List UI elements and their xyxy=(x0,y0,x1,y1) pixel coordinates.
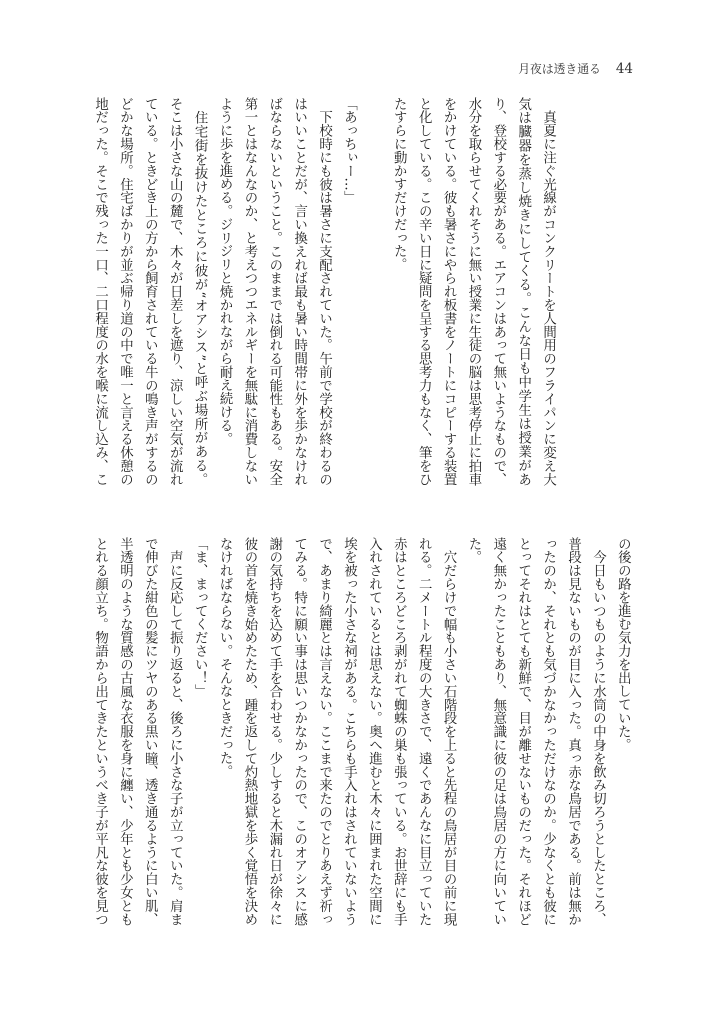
upper-tier-text xyxy=(87,97,560,486)
text-column: と化している。この辛い日に疑問を呈する思考力もなく、筆をひ xyxy=(416,97,432,486)
text-column: 遠く無かったこともあり、無意識に彼の足は鳥居の方に向いてい xyxy=(490,537,506,926)
text-column: そこは小さな山の麓で、木々が日差しを遮り、涼しい空気が流れ xyxy=(167,97,183,486)
text-column: 埃を被った小さな祠がある。こちらも手入れはされていないよう xyxy=(341,537,357,926)
text-column: で伸びた紺色の髪にツヤのある黒い瞳、透き通るように白い肌、 xyxy=(142,537,158,926)
lower-tier-text xyxy=(87,537,635,926)
text-column: り、登校する必要がある。エアコンはあって無いようなもので、 xyxy=(490,97,506,486)
text-column: 入れされているとは思えない。奥へ進むと木々に囲まれた空間に xyxy=(366,537,382,926)
text-column: 彼の首を焼き始めたため、踵を返して灼熱地獄を歩く覚悟を決め xyxy=(241,537,257,926)
text-column: で、あまり綺麗とは言えない。ここまで来たのでとりあえず祈っ xyxy=(316,537,332,926)
text-column: 下校時にも彼は暑さに支配されていた。午前で学校が終わるの xyxy=(316,97,332,486)
text-column: 半透明のような質感の古風な衣服を身に纏い、少年とも少女とも xyxy=(117,537,133,926)
text-column: 水分を取らせてくれそうに無い授業に生徒の脳は思考停止に拍車 xyxy=(465,97,481,486)
text-column: ばならないということ。このままでは倒れる可能性もある。安全 xyxy=(266,97,282,486)
dialogue-column: 「あっちぃー…」 xyxy=(341,97,357,205)
text-column: てみる。特に願い事は思いつかなかったので、このオアシスに感 xyxy=(291,537,307,926)
text-column: をかけている。彼も暑さにやられ板書をノートにコピーする装置 xyxy=(441,97,457,486)
text-column: 謝の気持ちを込めて手を合わせる。少しすると木漏れ日が徐々に xyxy=(266,537,282,926)
text-column: 声に反応して振り返ると、後ろに小さな子が立っていた。肩ま xyxy=(167,537,183,926)
dialogue-column: 「ま、まってください！」 xyxy=(192,537,208,698)
text-column: た。 xyxy=(465,537,481,564)
text-column: どかな場所。住宅ばかりが並ぶ帰り道の中で唯一と言える休憩の xyxy=(117,97,133,486)
running-header xyxy=(518,60,633,78)
text-column: 今日もいつものように水筒の中身を飲み切ろうとしたところ、 xyxy=(590,537,606,926)
page-number: 44 xyxy=(615,61,633,77)
text-column: ている。ときどき上の方から飼育されている牛の鳴き声がするの xyxy=(142,97,158,486)
text-column: とってそれはとても新鮮で、目が離せないものだった。それほど xyxy=(515,537,531,926)
text-column: たすらに動かすだけだった。 xyxy=(391,97,407,272)
text-column: なければならない。そんなときだった。 xyxy=(217,537,233,779)
text-column: 穴だらけで幅も小さい石階段を上ると先程の鳥居が目の前に現 xyxy=(441,537,457,926)
text-column: 赤はところどころ剥がれて蜘蛛の巣も張っている。お世辞にも手 xyxy=(391,537,407,926)
text-column: 第一とはなんなのか、と考えつつエネルギーを無駄に消費しない xyxy=(241,97,257,486)
text-column: れる。二メートル程度の大きさで、遠くであんなに目立っていた xyxy=(416,537,432,926)
text-column: の後の路を進む気力を出していた。 xyxy=(615,537,631,752)
text-column: 真夏に注ぐ光線がコンクリートを人間用のフライパンに変え大 xyxy=(540,97,556,486)
book-title: 月夜は透き通る xyxy=(518,62,601,76)
text-column: 普段は見ないものが目に入った。真っ赤な鳥居である。前は無か xyxy=(565,537,581,926)
text-column: 住宅街を抜けたところに彼が“オアシス”と呼ぶ場所がある。 xyxy=(192,97,208,486)
blank-line xyxy=(360,97,385,486)
text-column: 地だった。そこで残った一口、二口程度の水を喉に流し込み、こ xyxy=(92,97,108,486)
text-column: ったのか、それとも気づかなかっただけなのか。少なくとも彼に xyxy=(540,537,556,926)
text-column: とれる顔立ち。物語から出てきたというべき子が平凡な彼を見つ xyxy=(92,537,108,926)
text-column: はいいことだが、言い換えれば最も暑い時間帯に外を歩かなけれ xyxy=(291,97,307,486)
text-column: ように歩を進める。ジリジリと焼かれながら耐え続ける。 xyxy=(217,97,233,446)
text-column: 気は臓器を蒸し焼きにしてくる。こんな日も中学生は授業があ xyxy=(515,97,531,486)
